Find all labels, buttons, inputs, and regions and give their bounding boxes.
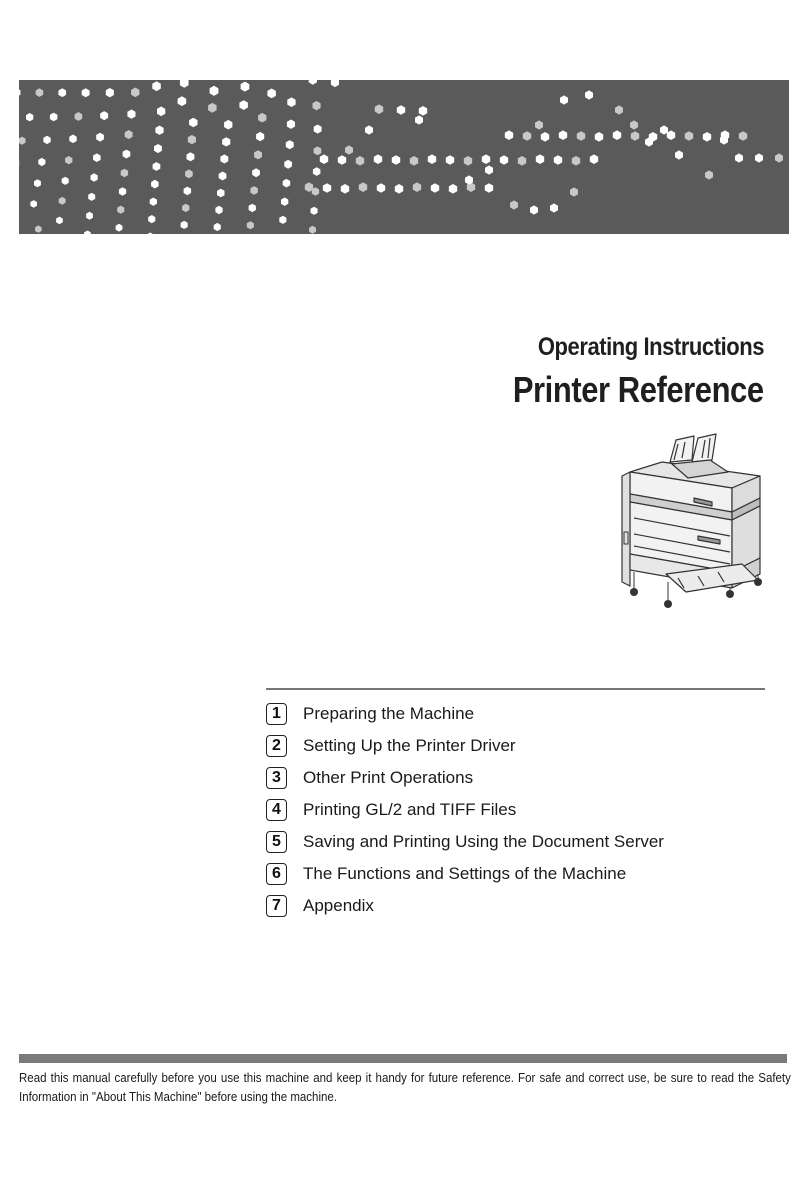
chapter-item[interactable] <box>266 730 664 762</box>
document-subtitle: Operating Instructions <box>537 333 764 361</box>
chapter-number-badge: 7 <box>266 895 287 917</box>
chapter-list <box>266 698 664 922</box>
chapter-number-badge: 3 <box>266 767 287 789</box>
chapter-number-badge: 1 <box>266 703 287 725</box>
safety-notice: Read this manual carefully before you use this machine and keep it handy for future reference. For safe and correct use, be sure to read the Safety Information in "About This Machine" before using the machine. <box>19 1071 791 1104</box>
chapter-title: Saving and Printing Using the Document Server <box>303 832 664 851</box>
chapter-item[interactable] <box>266 890 664 922</box>
chapter-title: Appendix <box>303 896 374 915</box>
chapter-item[interactable] <box>266 826 664 858</box>
chapter-number-badge: 5 <box>266 831 287 853</box>
wide-format-printer-illustration <box>612 432 768 608</box>
header-banner <box>19 80 789 234</box>
chapter-title: The Functions and Settings of the Machine <box>303 864 627 883</box>
toc-divider <box>266 688 765 690</box>
chapter-item[interactable] <box>266 762 664 794</box>
chapter-number-badge: 4 <box>266 799 287 821</box>
chapter-number-badge: 2 <box>266 735 287 757</box>
chapter-number-badge: 6 <box>266 863 287 885</box>
document-title: Printer Reference <box>513 369 764 410</box>
footer-bar <box>19 1054 787 1063</box>
dot-pattern-graphic <box>19 80 789 234</box>
chapter-item[interactable] <box>266 858 664 890</box>
chapter-title: Setting Up the Printer Driver <box>303 736 516 755</box>
chapter-title: Other Print Operations <box>303 768 474 787</box>
chapter-item[interactable] <box>266 794 664 826</box>
chapter-title: Printing GL/2 and TIFF Files <box>303 800 517 819</box>
chapter-item[interactable] <box>266 698 664 730</box>
chapter-title: Preparing the Machine <box>303 704 475 723</box>
